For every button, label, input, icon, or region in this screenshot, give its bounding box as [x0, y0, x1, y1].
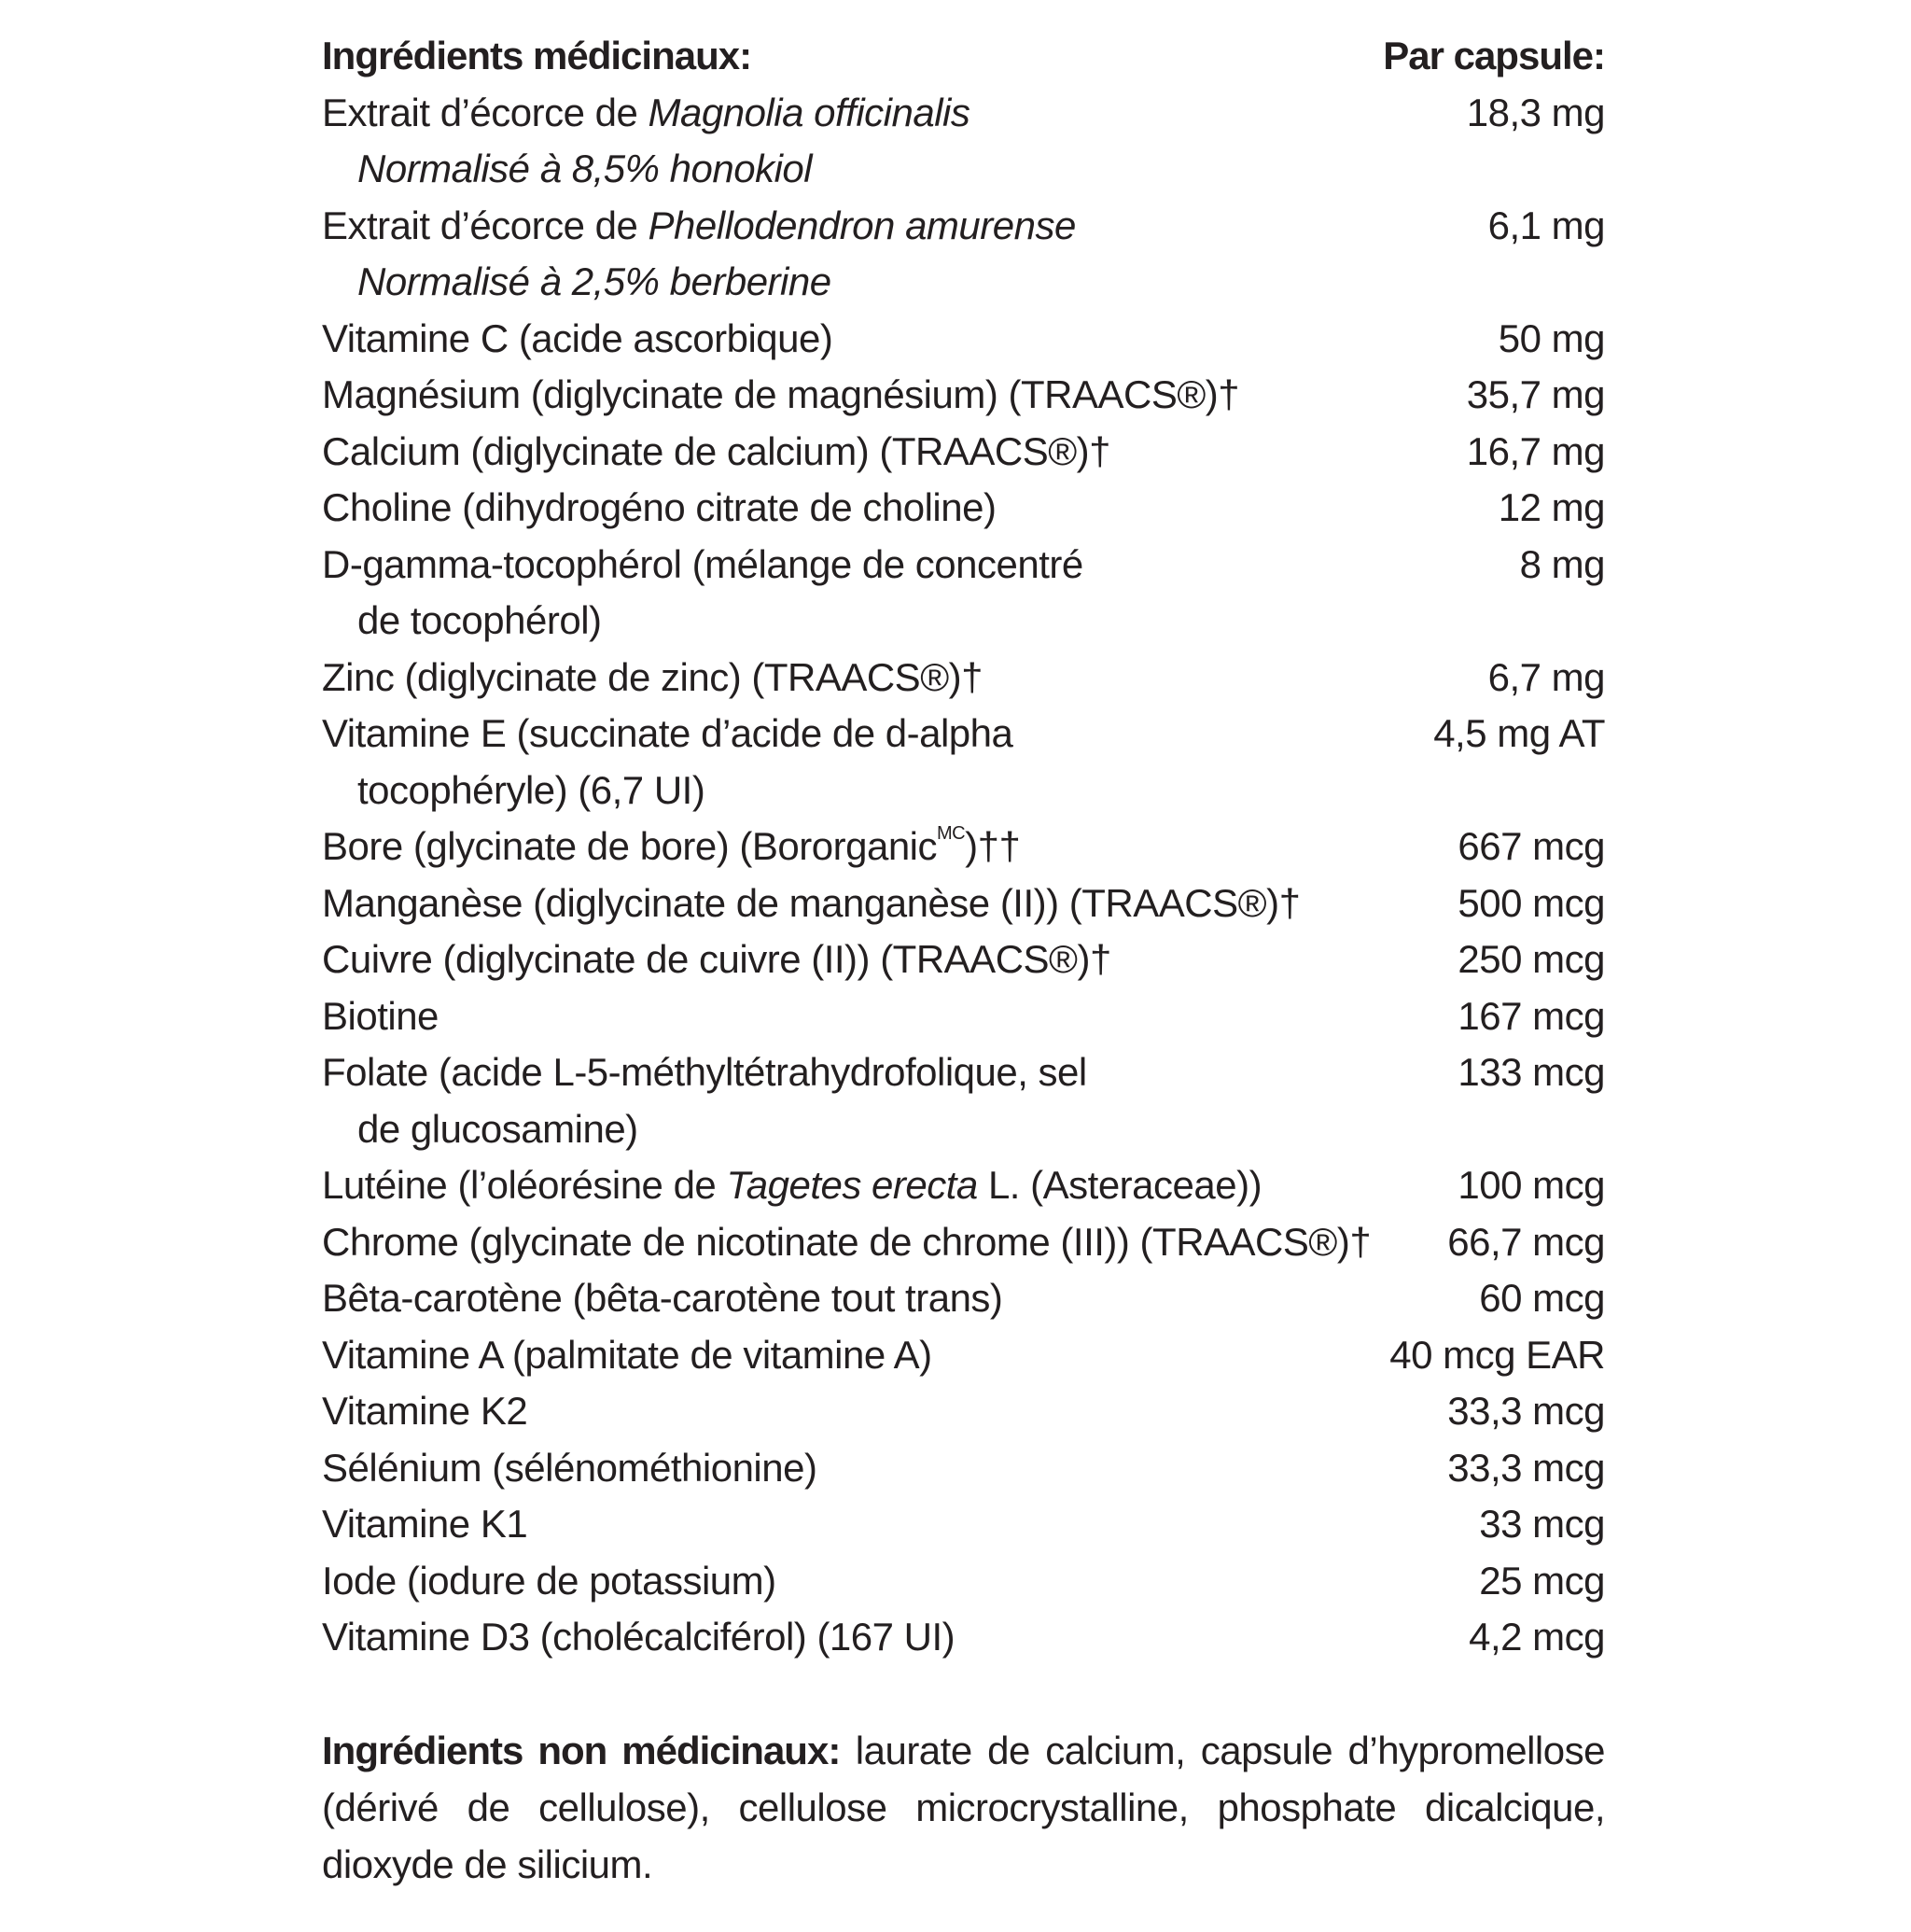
ingredient-amount: 16,7 mg [1466, 428, 1605, 473]
ingredient-name: Cuivre (diglycinate de cuivre (II)) (TRAACS®)† [322, 937, 1111, 981]
ingredient-amount: 4,5 mg AT [1433, 711, 1605, 755]
ingredient-amount: 33,3 mcg [1447, 1389, 1605, 1433]
ingredient-amount: 33,3 mcg [1447, 1445, 1605, 1490]
medicinal-ingredients-heading: Ingrédients médicinaux: [322, 34, 752, 77]
ingredient-amount: 60 mcg [1479, 1276, 1605, 1320]
ingredient-amount: 250 mcg [1458, 937, 1605, 981]
ingredient-name: Choline (dihydrogéno citrate de choline) [322, 485, 997, 529]
ingredient-amount: 18,3 mg [1466, 90, 1605, 134]
ingredient-row [322, 819, 1605, 875]
ingredient-name [322, 1157, 1458, 1214]
ingredient-name: Vitamine E (succinate d’acide de d-alpha [322, 711, 1013, 755]
ingredients-table-header [322, 28, 1605, 85]
ingredient-row [322, 1383, 1605, 1440]
ingredient-amount: 66,7 mcg [1447, 1219, 1605, 1264]
ingredient-amount: 50 mg [1498, 315, 1605, 360]
ingredient-name: Magnésium (diglycinate de magnésium) (TRAACS®)† [322, 372, 1240, 416]
ingredient-name: Vitamine A (palmitate de vitamine A) [322, 1332, 932, 1377]
ingredient-row-continuation [322, 763, 1605, 819]
ingredient-name-text: Bore (glycinate de bore) (Bororganic [322, 824, 938, 868]
ingredient-amount: 35,7 mg [1466, 372, 1605, 416]
ingredient-row [322, 367, 1605, 424]
ingredient-name-text: Extrait d’écorce de [322, 203, 649, 247]
ingredient-name-suffix: L. (Asteraceae)) [977, 1163, 1262, 1207]
ingredient-amount: 6,7 mg [1487, 654, 1605, 699]
ingredient-amount: 133 mcg [1458, 1050, 1605, 1094]
ingredient-row [322, 931, 1605, 988]
ingredient-name-italic: Phellodendron amurense [648, 203, 1076, 247]
ingredient-name [322, 85, 1467, 142]
ingredient-name: Manganèse (diglycinate de manganèse (II)) (TRAACS®)† [322, 880, 1301, 925]
ingredient-name-continuation: tocophéryle) (6,7 UI) [357, 767, 705, 812]
ingredient-name: Vitamine D3 (cholécalciférol) (167 UI) [322, 1615, 956, 1659]
ingredient-name: Biotine [322, 993, 439, 1038]
ingredient-row [322, 1440, 1605, 1497]
ingredient-amount: 100 mcg [1458, 1163, 1605, 1207]
ingredient-row [322, 198, 1605, 255]
ingredient-row [322, 650, 1605, 707]
ingredient-amount: 33 mcg [1479, 1502, 1605, 1546]
ingredient-amount: 6,1 mg [1487, 203, 1605, 247]
ingredient-name-suffix: )†† [965, 824, 1021, 868]
ingredient-row [322, 85, 1605, 142]
ingredient-amount: 667 mcg [1458, 824, 1605, 868]
ingredient-name: Folate (acide L-5-méthyltétrahydrofolique, sel [322, 1050, 1087, 1094]
ingredient-name-text: Extrait d’écorce de [322, 90, 649, 134]
ingredient-amount: 12 mg [1498, 485, 1605, 529]
ingredient-name: Chrome (glycinate de nicotinate de chrome (III)) (TRAACS®)† [322, 1219, 1372, 1264]
ingredient-name [322, 819, 1458, 875]
ingredient-row [322, 480, 1605, 537]
ingredient-name: Calcium (diglycinate de calcium) (TRAACS®)† [322, 428, 1111, 473]
ingredient-name: D-gamma-tocophérol (mélange de concentré [322, 541, 1083, 586]
ingredient-name-continuation: de glucosamine) [357, 1106, 638, 1151]
ingredient-name-text: Lutéine (l’oléorésine de [322, 1163, 727, 1207]
ingredient-name: Bêta-carotène (bêta-carotène tout trans) [322, 1276, 1003, 1320]
ingredients-label-panel [322, 28, 1605, 1932]
ingredient-row [322, 1327, 1605, 1384]
per-capsule-heading: Par capsule: [1383, 34, 1605, 77]
ingredient-name-italic: Magnolia officinalis [648, 90, 970, 134]
ingredient-row-continuation [322, 141, 1605, 198]
ingredient-row [322, 706, 1605, 763]
ingredient-row [322, 537, 1605, 594]
ingredient-amount: 167 mcg [1458, 993, 1605, 1038]
ingredient-row [322, 1044, 1605, 1101]
ingredient-row [322, 875, 1605, 932]
non-medicinal-heading: Ingrédients non médicinaux: [322, 1728, 841, 1772]
ingredient-row-continuation [322, 254, 1605, 311]
ingredient-row-continuation [322, 1101, 1605, 1158]
ingredient-row [322, 1609, 1605, 1666]
ingredient-row [322, 1553, 1605, 1610]
ingredient-amount: 40 mcg EAR [1389, 1332, 1605, 1377]
ingredients-list [322, 85, 1605, 1666]
ingredient-name: Vitamine C (acide ascorbique) [322, 315, 833, 360]
ingredient-row [322, 1270, 1605, 1327]
ingredient-amount: 500 mcg [1458, 880, 1605, 925]
non-medicinal-text: laurate de calcium, capsule d’hypromellose (dérivé de cellulose), cellulose microcrystalline, phosphate dicalcique, dioxyde de silicium. [322, 1728, 1605, 1886]
ingredient-name [322, 198, 1488, 255]
ingredient-amount: 4,2 mcg [1469, 1615, 1605, 1659]
ingredient-standardization: Normalisé à 8,5% honokiol [357, 147, 813, 190]
ingredient-amount: 25 mcg [1479, 1558, 1605, 1603]
non-medicinal-ingredients [322, 1722, 1605, 1893]
ingredient-row-continuation [322, 593, 1605, 650]
ingredient-row [322, 311, 1605, 368]
trademark-superscript: MC [937, 823, 966, 844]
ingredient-row [322, 988, 1605, 1045]
ingredient-name-continuation: de tocophérol) [357, 598, 602, 642]
ingredient-row [322, 424, 1605, 481]
ingredient-amount: 8 mg [1519, 541, 1605, 586]
ingredient-name: Iode (iodure de potassium) [322, 1558, 776, 1603]
ingredient-name: Sélénium (sélénométhionine) [322, 1445, 817, 1490]
ingredient-row [322, 1214, 1605, 1271]
ingredient-row [322, 1157, 1605, 1214]
ingredient-name: Vitamine K1 [322, 1502, 528, 1546]
ingredient-row [322, 1496, 1605, 1553]
ingredient-name: Vitamine K2 [322, 1389, 528, 1433]
ingredient-name: Zinc (diglycinate de zinc) (TRAACS®)† [322, 654, 983, 699]
ingredient-name-italic: Tagetes erecta [726, 1163, 978, 1207]
ingredient-standardization: Normalisé à 2,5% berberine [357, 259, 831, 303]
